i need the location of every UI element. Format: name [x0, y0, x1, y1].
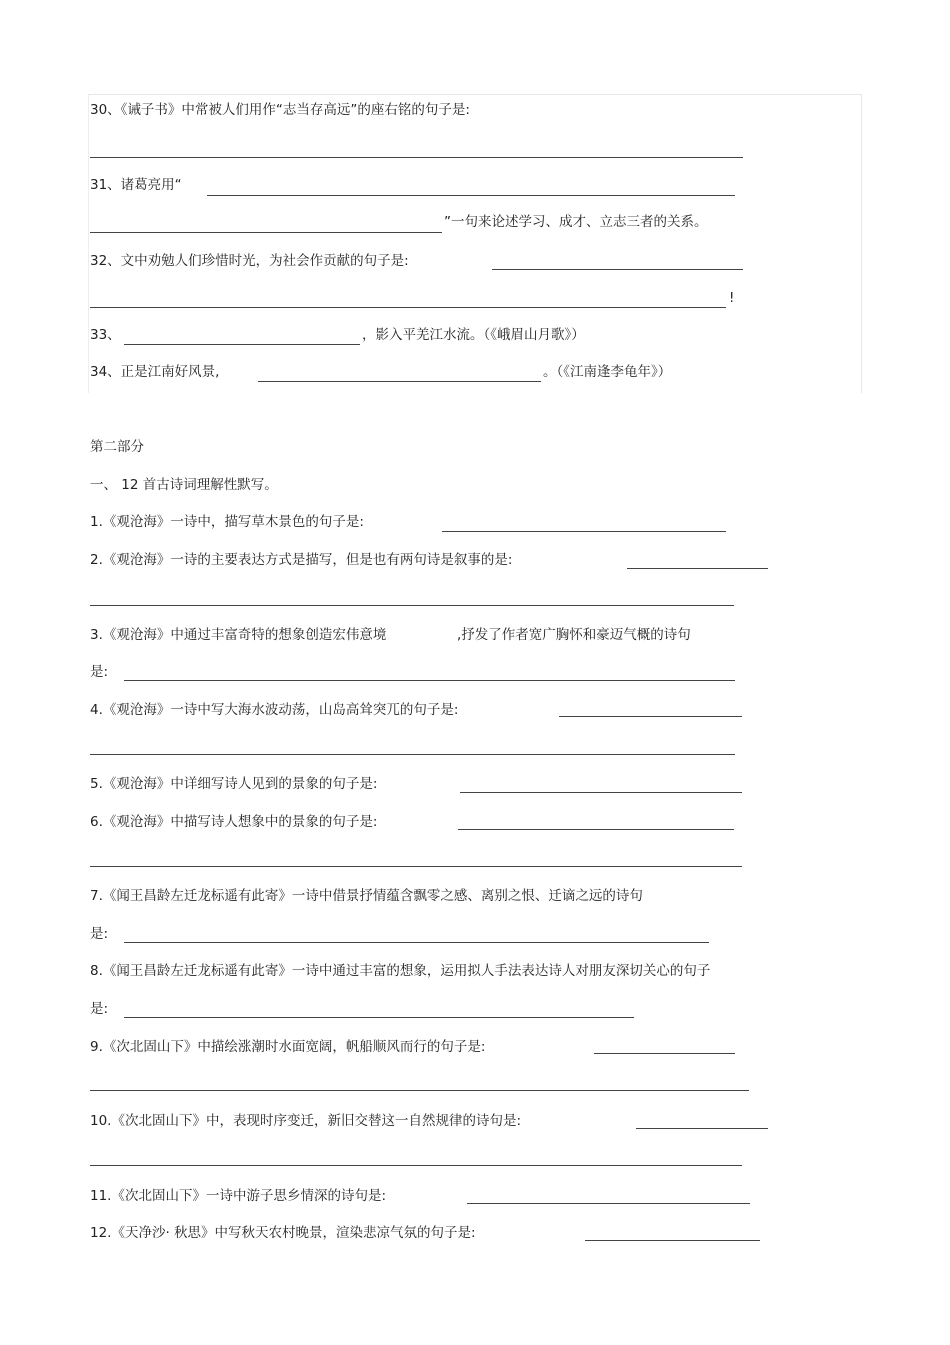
answer-line-p2-8[interactable] [124, 1017, 634, 1018]
worksheet-box [88, 94, 862, 393]
section-heading: 第二部分 [90, 439, 144, 455]
answer-line-p2-6b[interactable] [90, 866, 742, 867]
answer-line-31a[interactable] [207, 195, 735, 196]
question-p2-3: 3.《观沧海》中通过丰富奇特的想象创造宏伟意境 [90, 627, 387, 643]
answer-line-p2-4a[interactable] [559, 716, 742, 717]
question-p2-6: 6.《观沧海》中描写诗人想象中的景象的句子是: [90, 814, 378, 830]
question-p2-3-label: 是: [90, 664, 109, 680]
question-31-suffix: ”一句来论述学习、成才、立志三者的关系。 [444, 214, 708, 230]
question-p2-3-cont: ,抒发了作者宽广胸怀和豪迈气概的诗句 [457, 627, 691, 643]
question-p2-7-label: 是: [90, 926, 109, 942]
question-33: 33、 [90, 327, 121, 343]
answer-line-p2-3[interactable] [124, 680, 735, 681]
answer-line-p2-10a[interactable] [636, 1128, 768, 1129]
question-p2-8-label: 是: [90, 1001, 109, 1017]
question-33-suffix: ，影入平羌江水流。（《峨眉山月歌》） [362, 327, 585, 343]
answer-line-p2-2b[interactable] [90, 605, 734, 606]
answer-line-30[interactable] [90, 157, 743, 158]
answer-line-p2-7[interactable] [124, 942, 709, 943]
question-p2-12: 12.《天净沙· 秋思》中写秋天农村晚景，渲染悲凉气氛的句子是: [90, 1225, 476, 1241]
question-p2-9: 9.《次北固山下》中描绘涨潮时水面宽阔，帆船顺风而行的句子是: [90, 1039, 486, 1055]
answer-line-p2-6a[interactable] [458, 829, 734, 830]
question-32-end: ! [729, 290, 735, 306]
answer-line-34[interactable] [258, 381, 541, 382]
answer-line-p2-2a[interactable] [627, 568, 768, 569]
answer-line-32b[interactable] [90, 307, 726, 308]
answer-line-p2-11[interactable] [467, 1203, 750, 1204]
question-p2-4: 4.《观沧海》一诗中写大海水波动荡，山岛高耸突兀的句子是: [90, 702, 459, 718]
answer-line-33[interactable] [124, 344, 360, 345]
question-p2-2: 2.《观沧海》一诗的主要表达方式是描写，但是也有两句诗是叙事的是: [90, 552, 513, 568]
question-p2-5: 5.《观沧海》中详细写诗人见到的景象的句子是: [90, 776, 378, 792]
answer-line-p2-5[interactable] [460, 792, 742, 793]
answer-line-p2-1[interactable] [442, 531, 726, 532]
question-32: 32、文中劝勉人们珍惜时光，为社会作贡献的句子是: [90, 253, 409, 269]
question-31: 31、诸葛亮用“ [90, 177, 182, 193]
question-p2-10: 10.《次北固山下》中，表现时序变迁，新旧交替这一自然规律的诗句是: [90, 1113, 522, 1129]
question-p2-11: 11.《次北固山下》一诗中游子思乡情深的诗句是: [90, 1188, 387, 1204]
answer-line-p2-9b[interactable] [90, 1090, 749, 1091]
answer-line-p2-9a[interactable] [594, 1053, 735, 1054]
question-34-suffix: 。（《江南逢李龟年》） [543, 364, 672, 380]
answer-line-p2-12[interactable] [585, 1240, 760, 1241]
question-34: 34、正是江南好风景, [90, 364, 220, 380]
answer-line-p2-10b[interactable] [90, 1165, 742, 1166]
answer-line-31b[interactable] [90, 232, 442, 233]
answer-line-p2-4b[interactable] [90, 754, 735, 755]
question-p2-1: 1.《观沧海》一诗中，描写草木景色的句子是: [90, 514, 364, 530]
question-p2-8: 8.《闻王昌龄左迁龙标遥有此寄》一诗中通过丰富的想象，运用拟人手法表达诗人对朋友深切关心的句子 [90, 963, 711, 979]
section-subheading: 一、 12 首古诗词理解性默写。 [90, 477, 278, 493]
question-30: 30、《诫子书》中常被人们用作“志当存高远”的座右铭的句子是: [90, 102, 470, 118]
question-p2-7: 7.《闻王昌龄左迁龙标遥有此寄》一诗中借景抒情蕴含飘零之感、离别之恨、迁谪之远的诗句 [90, 888, 643, 904]
answer-line-32a[interactable] [492, 269, 743, 270]
